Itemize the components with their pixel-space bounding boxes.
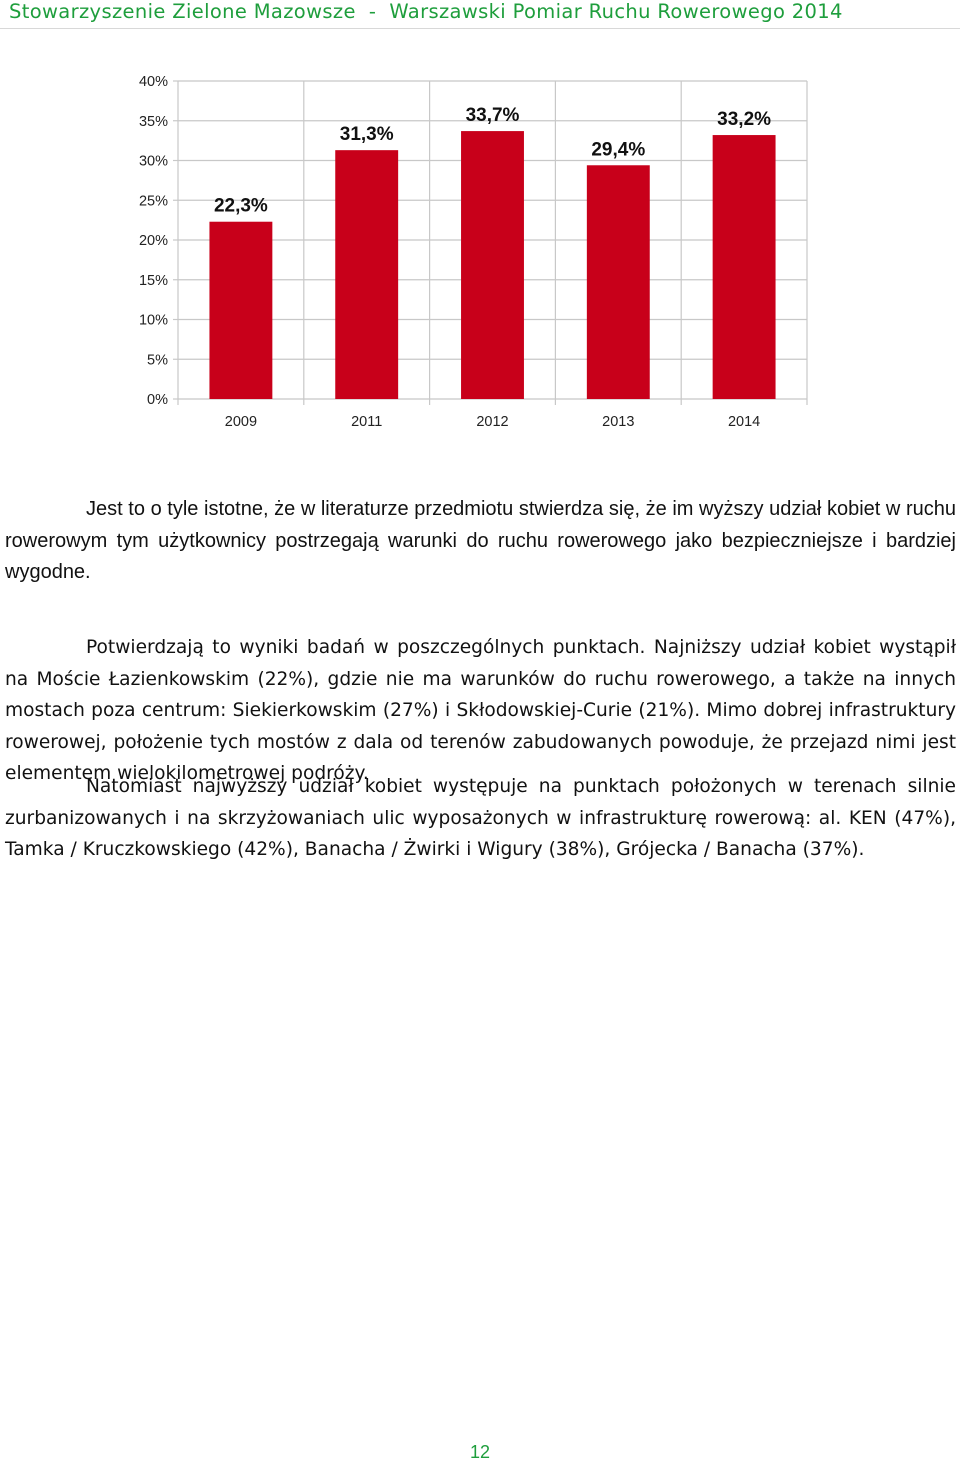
chart-svg — [120, 64, 820, 444]
y-tick-label: 25% — [138, 193, 168, 210]
y-tick-label: 10% — [138, 312, 168, 329]
x-tick-label: 2012 — [476, 414, 509, 430]
x-tick-label: 2014 — [727, 414, 761, 430]
y-tick-label: 20% — [138, 233, 168, 249]
y-tick-label: 40% — [138, 74, 168, 90]
data-label-2014: 33,2% — [717, 109, 772, 131]
page-number: 12 — [469, 1442, 491, 1462]
data-label-2013: 29,4% — [591, 139, 646, 161]
data-label-2009: 22,3% — [213, 195, 268, 217]
paragraph-3 — [5, 771, 956, 866]
bar-2014 — [713, 135, 776, 399]
paragraph-2 — [5, 632, 956, 790]
bar-2013 — [587, 165, 650, 399]
paragraph-1-text: Jest to o tyle istotne, że w literaturze przedmiotu stwierdza się, że im wyższy udział kobiet w ruchu rowerowym tym użytkownicy postrzegają warunki do ruchu rowerowego jako bezpieczniejsze i bardziej wygodne. — [5, 498, 956, 583]
page-header — [0, 0, 960, 29]
data-label-2012: 33,7% — [465, 105, 520, 127]
paragraph-3-text: Natomiast najwyższy udział kobiet występuje na punktach położonych w terenach silnie zurbanizowanych i na skrzyżowaniach ulic wyposażonych w infrastrukturę rowerową: al. KEN (47%), Tamka / Kruczkowskiego (42%), Banacha / Żwirki i Wigury (38%), Grójecka / Banacha (37%). — [5, 776, 956, 860]
x-tick-label: 2013 — [602, 414, 635, 430]
y-tick-label: 15% — [138, 272, 168, 289]
x-tick-label: 2011 — [351, 414, 383, 430]
paragraph-1 — [5, 494, 956, 589]
bar-chart — [120, 64, 820, 444]
bar-2009 — [209, 222, 272, 399]
x-tick-label: 2009 — [224, 414, 258, 430]
paragraph-2-text: Potwierdzają to wyniki badań w poszczególnych punktach. Najniższy udział kobiet wystąpił na Moście Łazienkowskim (22%), gdzie nie ma warunków do ruchu rowerowego, a także na innych mostach poza centrum: Siekierkowskim (27%) i Skłodowskiej-Curie (21%). Mimo dobrej infrastruktury rowerowej, położenie tych mostów z dala od terenów zabudowanych powoduje, że przejazd nimi jest elementem wielokilometrowej podróży. — [5, 637, 956, 784]
bar-2012 — [461, 131, 524, 399]
y-tick-label: 5% — [147, 352, 168, 369]
y-tick-label: 30% — [138, 153, 168, 170]
y-tick-label: 0% — [147, 392, 168, 408]
y-tick-label: 35% — [138, 113, 168, 130]
bar-2011 — [335, 150, 398, 399]
header-title: Stowarzyszenie Zielone Mazowsze - Warszawski Pomiar Ruchu Rowerowego 2014 — [9, 0, 843, 23]
data-label-2011: 31,3% — [339, 124, 394, 146]
